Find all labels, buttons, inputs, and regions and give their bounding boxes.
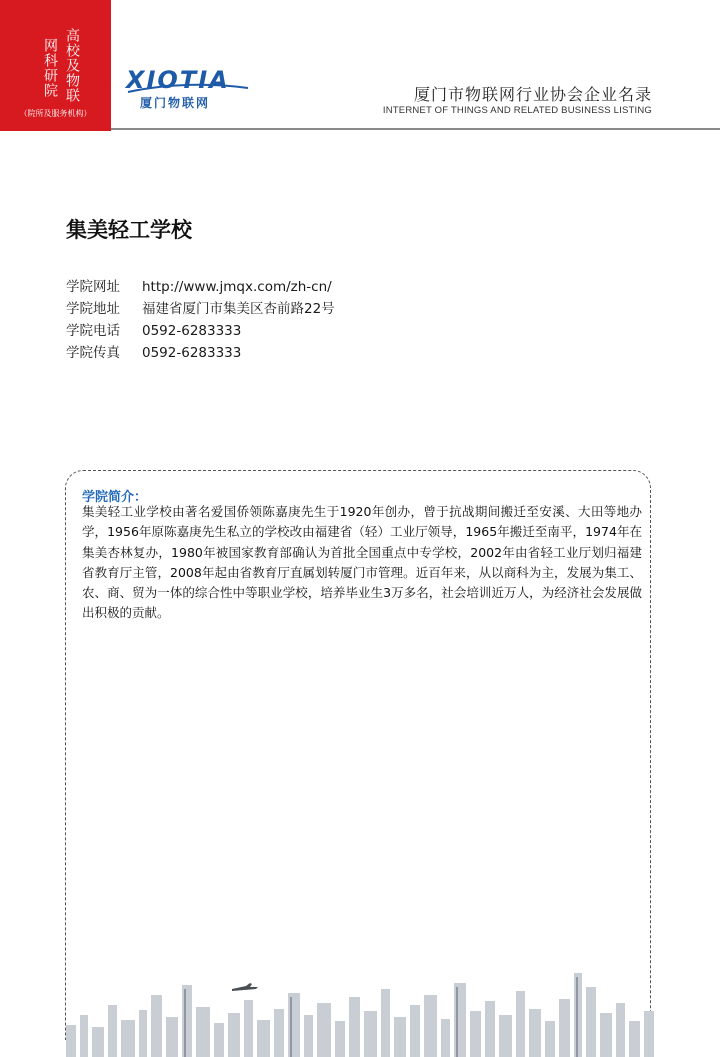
info-label: 学院电话 bbox=[66, 323, 120, 339]
category-note: （院所及服务机构） bbox=[19, 109, 92, 118]
page-header bbox=[0, 0, 720, 131]
info-label: 学院传真 bbox=[66, 345, 120, 361]
school-name: 集美轻工学校 bbox=[66, 218, 192, 242]
description-title: 学院简介： bbox=[82, 490, 148, 505]
description-text: 集美轻工业学校由著名爱国侨领陈嘉庚先生于1920年创办，曾于抗战期间搬迁至安溪、大田等地办学，1956年原陈嘉庚先生私立的学校改由福建省（轻）工业厅领导，1965年搬迁至南平，1974年在集美杏林复办，1980年被国家教育部确认为首批全国重点中专学校，2002年由省轻工业厅划归福建省教育厅主管，2008年起由省教育厅直属划转厦门市管理。近百年来，从以商科为主，发展为集工、农、商、贸为一体的综合性中等职业学校，培养毕业生3万多名，社会培训近万人，为经济社会发展做出积极的贡献。 bbox=[82, 504, 642, 621]
directory-subtitle: INTERNET OF THINGS AND RELATED BUSINESS LISTING bbox=[382, 105, 652, 116]
website-link[interactable]: http://www.jmqx.com/zh-cn/ bbox=[142, 279, 332, 295]
category-label-line2: 网科研院 bbox=[42, 38, 58, 98]
info-row-website bbox=[66, 276, 335, 298]
category-tab bbox=[0, 0, 111, 131]
info-label: 学院地址 bbox=[66, 301, 120, 317]
airplane-icon bbox=[232, 983, 258, 991]
phone-value: 0592-6283333 bbox=[142, 323, 242, 339]
directory-title: 厦门市物联网行业协会企业名录 bbox=[413, 85, 652, 104]
xiotia-logo bbox=[126, 66, 250, 112]
info-label: 学院网址 bbox=[66, 279, 120, 295]
logo-wordmark: XIOTIA bbox=[126, 66, 230, 94]
info-row-phone bbox=[66, 320, 335, 342]
address-value: 福建省厦门市集美区杏前路22号 bbox=[142, 301, 335, 317]
contact-info bbox=[66, 276, 335, 364]
logo-subtext: 厦门物联网 bbox=[140, 96, 211, 110]
header-divider bbox=[111, 128, 720, 130]
info-row-fax bbox=[66, 342, 335, 364]
city-skyline-icon bbox=[66, 965, 656, 1057]
fax-value: 0592-6283333 bbox=[142, 345, 242, 361]
info-row-address bbox=[66, 298, 335, 320]
category-label-line1: 高校及物联 bbox=[64, 28, 80, 103]
